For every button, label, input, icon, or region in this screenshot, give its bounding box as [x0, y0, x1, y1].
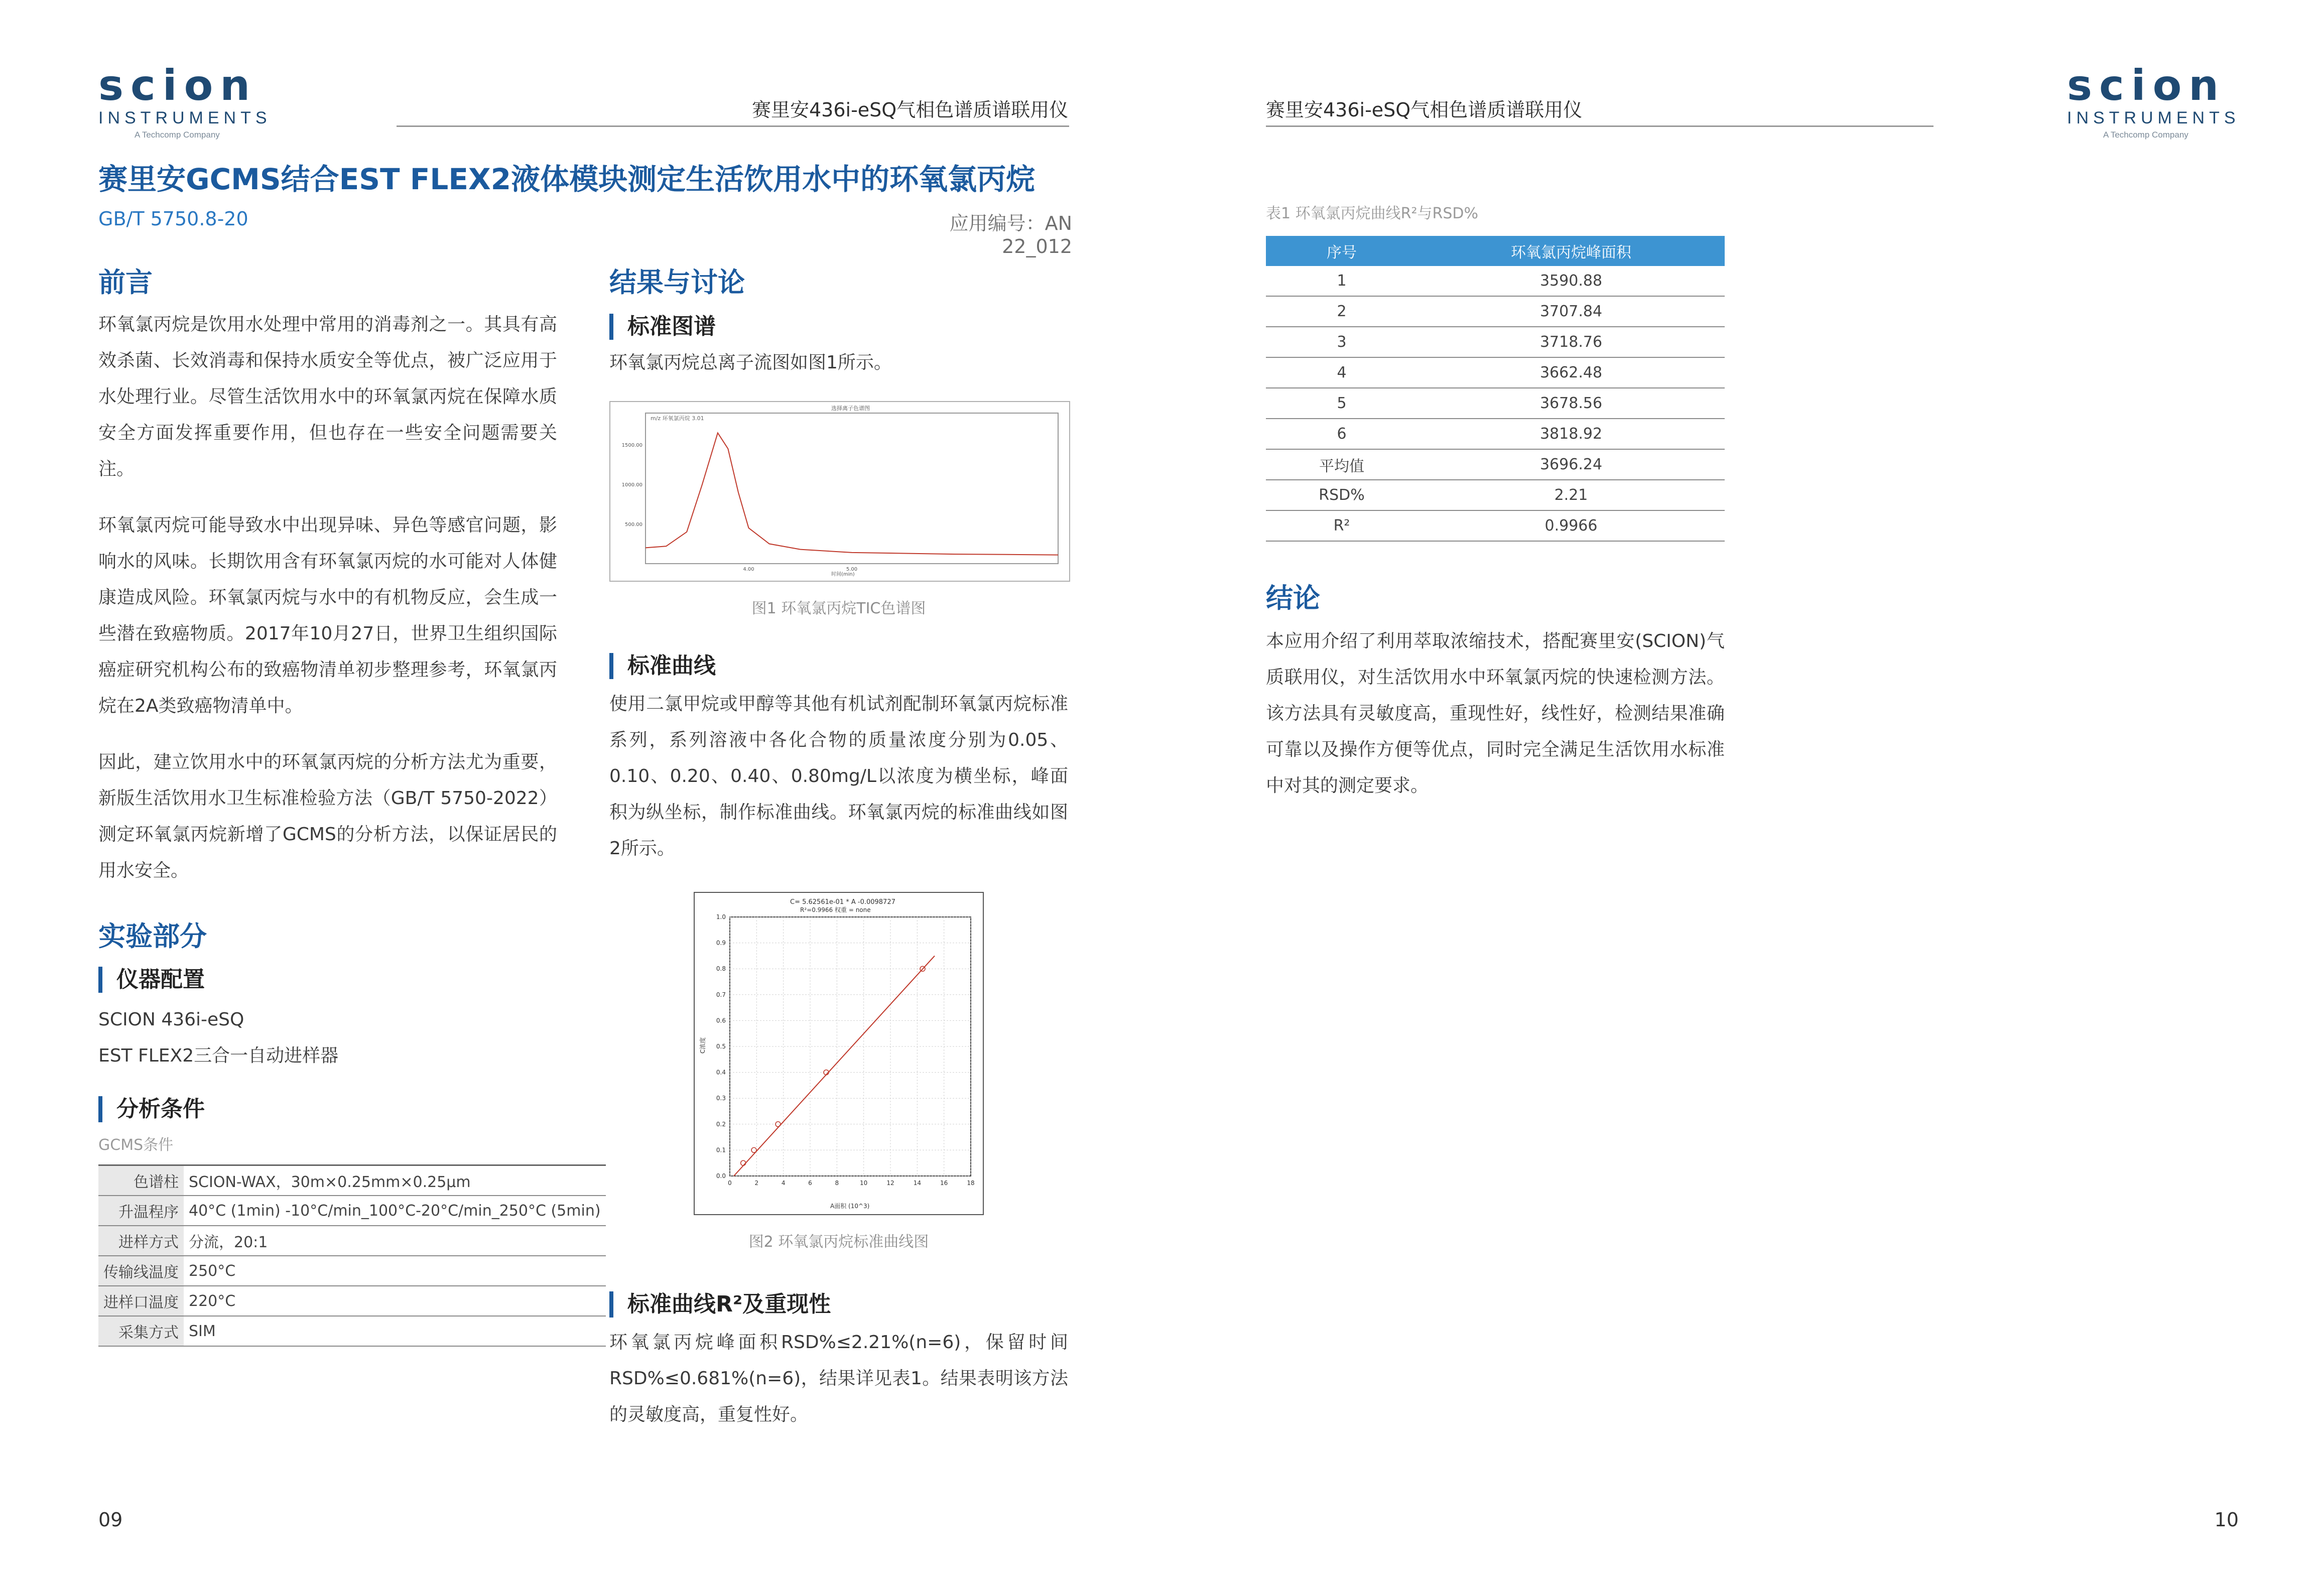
table-row: [98, 1226, 606, 1256]
peak-area-value: 3590.88: [1417, 266, 1725, 296]
condition-key: 采集方式: [98, 1316, 184, 1346]
fig2-x-tick: 2: [754, 1179, 759, 1187]
instrument-heading: 仪器配置: [98, 967, 557, 993]
table-row: [1266, 510, 1725, 541]
condition-value: SIM: [184, 1316, 606, 1346]
fig2-y-tick: 0.8: [716, 965, 726, 973]
conclusion-text: 本应用介绍了利用萃取浓缩技术，搭配赛里安(SCION)气质联用仪，对生活饮用水中环氧氯丙烷的快速检测方法。该方法具有灵敏度高，重现性好，线性好，检测结果准确可靠以及操作方便等优点，同时完全满足生活饮用水标准中对其的测定要求。: [1266, 631, 1725, 796]
table-row: [1266, 480, 1725, 510]
row-label: 6: [1266, 419, 1417, 449]
table-header-row: [1266, 236, 1725, 266]
std-curve-heading: 标准曲线: [609, 653, 1068, 679]
row-label: 3: [1266, 327, 1417, 357]
rsd-text: 环氧氯丙烷峰面积RSD%≤2.21%(n=6)，保留时间RSD%≤0.681%(n=6)，结果详见表1。结果表明该方法的灵敏度高，重复性好。: [609, 1332, 1068, 1425]
row-label: 2: [1266, 296, 1417, 327]
condition-value: SCION-WAX，30m×0.25mm×0.25μm: [184, 1165, 606, 1196]
table-row: [1266, 327, 1725, 357]
column-header: 序号: [1266, 236, 1417, 266]
intro-paragraph-3: 因此，建立饮用水中的环氧氯丙烷的分析方法尤为重要，新版生活饮用水卫生标准检验方法（GB/T 5750-2022）测定环氧氯丙烷新增了GCMS的分析方法，以保证居民的用水安全。: [98, 752, 557, 881]
row-label: RSD%: [1266, 480, 1417, 510]
fig2-y-tick: 0.9: [716, 939, 726, 947]
std-chromatogram-heading: 标准图谱: [609, 314, 1068, 340]
experiment-heading: 实验部分: [98, 921, 207, 952]
fig2-y-tick: 0.2: [716, 1120, 726, 1128]
fig2-x-tick: 14: [913, 1179, 921, 1187]
fig1-x-tick: 4.00: [743, 567, 754, 572]
left-column: [98, 261, 601, 1347]
fig2-x-tick: 6: [808, 1179, 812, 1187]
fig2-y-tick: 0.7: [716, 991, 726, 998]
header-rule-left: [397, 125, 1069, 127]
peak-area-value: 3707.84: [1417, 296, 1725, 327]
condition-key: 进样方式: [98, 1226, 184, 1256]
std-curve-text: 使用二氯甲烷或甲醇等其他有机试剂配制环氧氯丙烷标准系列，系列溶液中各化合物的质量浓度分别为0.05、0.10、0.20、0.40、0.80mg/L以浓度为横坐标，峰面积为纵坐标，制作标准曲线。环氧氯丙烷的标准曲线如图2所示。: [609, 694, 1068, 859]
results-heading: 结果与讨论: [609, 267, 745, 298]
tic-chromatogram: [610, 402, 1067, 579]
fig2-y-tick: 0.3: [716, 1095, 726, 1102]
condition-key: 进样口温度: [98, 1286, 184, 1316]
figure-2-caption: 图2 环氧氯丙烷标准曲线图: [748, 1233, 929, 1251]
fig2-y-tick: 0.1: [716, 1146, 726, 1154]
peak-area-value: 2.21: [1417, 480, 1725, 510]
fig2-xlabel: A面积 (10^3): [830, 1203, 870, 1210]
condition-value: 250°C: [184, 1256, 606, 1286]
conclusion-heading: 结论: [1266, 582, 1320, 614]
figure-1: [609, 401, 1070, 582]
calibration-point: [741, 1160, 746, 1165]
row-label: 4: [1266, 357, 1417, 388]
fig2-x-tick: 10: [860, 1179, 868, 1187]
right-column: [1266, 201, 1725, 804]
header-title-left: 赛里安436i-eSQ气相色谱质谱联用仪: [752, 99, 1069, 121]
row-label: 1: [1266, 266, 1417, 296]
intro-paragraph-1: 环氧氯丙烷是饮用水处理中常用的消毒剂之一。其具有高效杀菌、长效消毒和保持水质安全等优点，被广泛应用于水处理行业。尽管生活饮用水中的环氧氯丙烷在保障水质安全方面发挥重要作用，但也存在一些安全问题需要关注。: [98, 314, 557, 479]
brand-logo-right: [2067, 61, 2240, 140]
fig1-title: 选择离子色谱图: [831, 405, 870, 412]
table-row: [1266, 449, 1725, 480]
conditions-caption: GCMS条件: [98, 1136, 174, 1154]
rsd-heading: 标准曲线R²及重现性: [609, 1291, 1068, 1318]
fig2-y-tick: 0.0: [716, 1172, 726, 1179]
row-label: 5: [1266, 388, 1417, 419]
instrument-item: EST FLEX2三合一自动进样器: [98, 1045, 339, 1066]
table-row: [1266, 388, 1725, 419]
peak-area-value: 3818.92: [1417, 419, 1725, 449]
fig2-y-tick: 0.5: [716, 1043, 726, 1050]
peak-area-value: 3718.76: [1417, 327, 1725, 357]
table-row: [1266, 419, 1725, 449]
fig2-y-tick: 1.0: [716, 913, 726, 921]
intro-heading: 前言: [98, 267, 153, 298]
fig1-series-label: m/z 环氧氯丙烷 3.01: [651, 415, 704, 422]
condition-key: 升温程序: [98, 1196, 184, 1226]
peak-area-value: 3696.24: [1417, 449, 1725, 480]
fig2-x-tick: 8: [835, 1179, 839, 1187]
table1-caption: 表1 环氧氯丙烷曲线R²与RSD%: [1266, 205, 1478, 222]
brand-wordmark: scion: [98, 61, 257, 110]
fig2-y-tick: 0.4: [716, 1069, 726, 1076]
peak-area-value: 3678.56: [1417, 388, 1725, 419]
doc-title: 赛里安GCMS结合EST FLEX2液体模块测定生活饮用水中的环氧氯丙烷: [98, 162, 1036, 196]
brand-logo-left: [98, 61, 272, 140]
figure-2: [694, 892, 984, 1215]
fig1-xlabel: 时间(min): [831, 572, 855, 577]
table-row: [98, 1196, 606, 1226]
header-rule-right: [1266, 125, 1933, 127]
application-number: 应用编号：AN 22_012: [949, 212, 1072, 257]
table-row: [1266, 357, 1725, 388]
table-row: [1266, 296, 1725, 327]
fig2-ylabel: C浓度: [699, 1037, 706, 1054]
fig2-equation: C= 5.62561e-01 * A -0.0098727: [790, 898, 895, 906]
fig2-x-tick: 0: [728, 1179, 732, 1187]
peak-area-value: 0.9966: [1417, 510, 1725, 541]
table-row: [98, 1286, 606, 1316]
fig2-x-tick: 12: [886, 1179, 894, 1187]
intro-paragraph-2: 环氧氯丙烷可能导致水中出现异味、异色等感官问题，影响水的风味。长期饮用含有环氧氯丙烷的水可能对人体健康造成风险。环氧氯丙烷与水中的有机物反应，会生成一些潜在致癌物质。2017年10月27日，世界卫生组织国际癌症研究机构公布的致癌物清单初步整理参考，环氧氯丙烷在2A类致癌物清单中。: [98, 515, 557, 716]
calibration-curve: [695, 893, 981, 1212]
table-row: [98, 1316, 606, 1346]
brand-sub: INSTRUMENTS: [98, 108, 272, 127]
table-row: [1266, 266, 1725, 296]
fit-line: [734, 956, 935, 1176]
conditions-table: [98, 1164, 606, 1347]
fig1-y-tick: 1000.00: [621, 482, 642, 488]
page-number-left: 09: [98, 1509, 123, 1531]
condition-value: 40°C (1min) -10°C/min_100°C-20°C/min_250°C (5min): [184, 1196, 606, 1226]
condition-value: 分流，20:1: [184, 1226, 606, 1256]
brand-wordmark: scion: [2067, 61, 2226, 110]
instrument-item: SCION 436i-eSQ: [98, 1009, 244, 1030]
fig1-y-tick: 1500.00: [621, 443, 642, 449]
results-column: [609, 261, 1068, 1433]
figure-1-caption: 图1 环氧氯丙烷TIC色谱图: [751, 600, 926, 617]
fig2-y-tick: 0.6: [716, 1017, 726, 1024]
column-header: 环氧氯丙烷峰面积: [1417, 236, 1725, 266]
table-row: [98, 1165, 606, 1196]
fig2-x-tick: 18: [967, 1179, 975, 1187]
conditions-heading: 分析条件: [98, 1096, 557, 1122]
results-table: [1266, 236, 1725, 542]
condition-value: 220°C: [184, 1286, 606, 1316]
table-row: [98, 1256, 606, 1286]
fig2-x-tick: 16: [940, 1179, 948, 1187]
row-label: R²: [1266, 510, 1417, 541]
standard-number: GB/T 5750.8-20: [98, 208, 248, 230]
std-chromatogram-text: 环氧氯丙烷总离子流图如图1所示。: [609, 352, 892, 373]
brand-tagline: A Techcomp Company: [2103, 130, 2188, 140]
header-title-right: 赛里安436i-eSQ气相色谱质谱联用仪: [1266, 99, 1583, 121]
fig1-y-tick: 500.00: [625, 522, 642, 528]
page-number-right: 10: [2214, 1509, 2239, 1531]
fig2-x-tick: 4: [781, 1179, 786, 1187]
row-label: 平均值: [1266, 449, 1417, 480]
condition-key: 色谱柱: [98, 1165, 184, 1196]
fig1-x-tick: 5.00: [846, 567, 858, 572]
fig2-r2: R²=0.9966 权重 = none: [800, 906, 871, 913]
peak-area-value: 3662.48: [1417, 357, 1725, 388]
brand-tagline: A Techcomp Company: [135, 130, 220, 140]
brand-sub: INSTRUMENTS: [2067, 108, 2240, 127]
condition-key: 传输线温度: [98, 1256, 184, 1286]
